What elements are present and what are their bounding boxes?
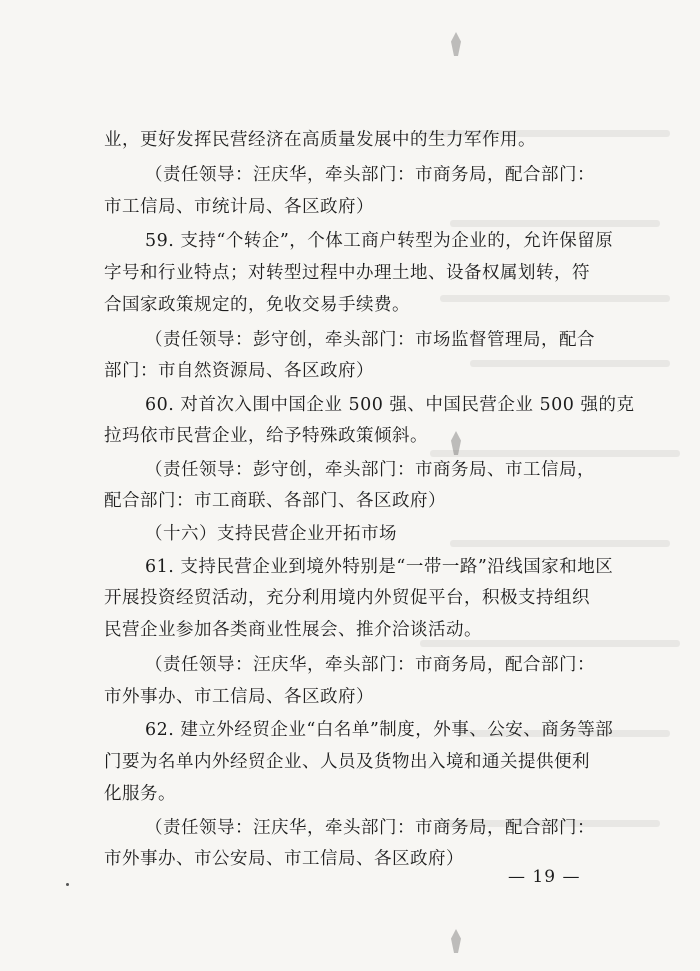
text-line: （责任领导：彭守创，牵头部门：市商务局、市工信局， — [145, 460, 595, 480]
text-line: 拉玛依市民营企业，给予特殊政策倾斜。 — [104, 426, 428, 446]
text-line: 部门：市自然资源局、各区政府） — [104, 361, 374, 381]
text-line: （责任领导：彭守创，牵头部门：市场监督管理局，配合 — [145, 330, 595, 350]
text-line: 62. 建立外经贸企业“白名单”制度，外事、公安、商务等部 — [145, 720, 614, 740]
text-line: 市外事办、市公安局、市工信局、各区政府） — [104, 849, 464, 869]
text-line: 业，更好发挥民营经济在高质量发展中的生力军作用。 — [104, 130, 536, 150]
text-line: 门要为名单内外经贸企业、人员及货物出入境和通关提供便利 — [104, 752, 590, 772]
text-line: 化服务。 — [104, 784, 176, 804]
text-line: 市工信局、市统计局、各区政府） — [104, 197, 374, 217]
text-line: 民营企业参加各类商业性展会、推介洽谈活动。 — [104, 620, 482, 640]
text-line: （责任领导：汪庆华，牵头部门：市商务局，配合部门： — [145, 655, 595, 675]
text-line: 开展投资经贸活动，充分利用境内外贸促平台，积极支持组织 — [104, 588, 590, 608]
binding-mark — [451, 32, 461, 56]
text-line: 59. 支持“个转企”，个体工商户转型为企业的，允许保留原 — [145, 231, 614, 251]
text-line: （责任领导：汪庆华，牵头部门：市商务局，配合部门： — [145, 818, 595, 838]
text-line: 60. 对首次入围中国企业 500 强、中国民营企业 500 强的克 — [145, 395, 635, 415]
text-line: 61. 支持民营企业到境外特别是“一带一路”沿线国家和地区 — [145, 557, 614, 577]
text-line: （责任领导：汪庆华，牵头部门：市商务局，配合部门： — [145, 165, 595, 185]
text-line: 配合部门：市工商联、各部门、各区政府） — [104, 491, 446, 511]
section-heading: （十六）支持民营企业开拓市场 — [145, 524, 397, 544]
scan-speck — [66, 883, 69, 886]
text-line: 字号和行业特点；对转型过程中办理土地、设备权属划转，符 — [104, 263, 590, 283]
page-number: — 19 — — [508, 867, 581, 887]
text-line: 市外事办、市工信局、各区政府） — [104, 687, 374, 707]
text-line: 合国家政策规定的，免收交易手续费。 — [104, 295, 410, 315]
binding-mark — [451, 929, 461, 953]
